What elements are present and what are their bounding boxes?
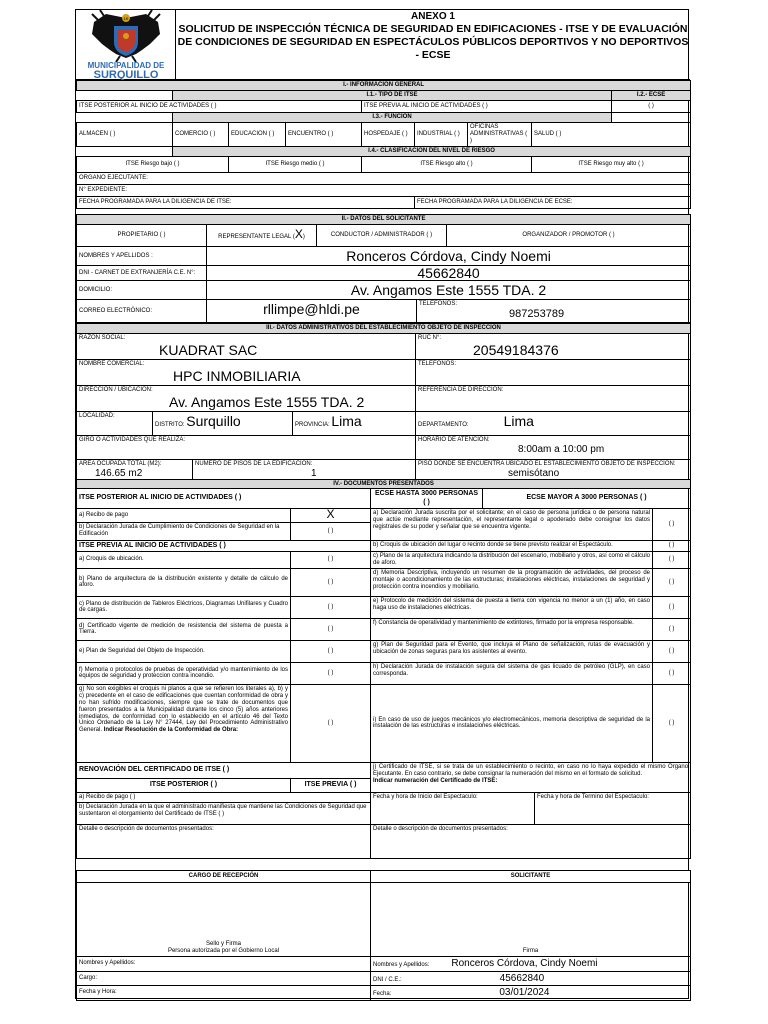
doc-prev-a: a) Croquis de ubicación. xyxy=(77,551,291,568)
razon-social-value: KUADRAT SAC xyxy=(159,341,258,358)
doc-ecse-e-check[interactable]: ( ) xyxy=(653,596,691,618)
section-3-title: III.- DATOS ADMINISTRATIVOS DEL ESTABLECIMIENTO OBJETO DE INSPECCIÓN xyxy=(77,324,691,334)
svg-text:SURQUILLO: SURQUILLO xyxy=(93,69,159,80)
nombres-label: NOMBRES Y APELLIDOS : xyxy=(77,247,207,266)
renovacion-previa-option[interactable]: ITSE PREVIA ( ) xyxy=(291,778,371,792)
doc-prev-e: e) Plan de Seguridad del Objeto de Inspección. xyxy=(77,640,291,662)
doc-ecse-h: h) Declaración Jurada de instalación segura del sistema de gas licuado de petróleo (GLP), en caso corresponda. xyxy=(371,662,653,684)
distrito-value: Surquillo xyxy=(186,412,241,429)
funcion-almacen[interactable]: ALMACEN ( ) xyxy=(77,123,173,147)
piso-ubicacion-value: semisótano xyxy=(508,467,560,479)
piso-ubicacion-label: PISO DONDE SE ENCUENTRA UBICADO EL ESTABLECIMIENTO OBJETO DE INSPECCIÓN: xyxy=(418,460,676,467)
area-value: 146.65 m2 xyxy=(95,467,143,479)
funcion-educacion[interactable]: EDUCACION ( ) xyxy=(229,123,286,147)
doc-prev-g-bold: Indicar Resolución de la Conformidad de Obra: xyxy=(103,727,239,734)
nombres-recepcion[interactable]: Nombres y Apellidos: xyxy=(77,957,371,972)
detalle-right[interactable]: Detalle o descripción de documentos presentados: xyxy=(371,824,691,858)
doc-prev-b-check[interactable]: ( ) xyxy=(291,568,371,596)
distrito-label: DISTRITO: xyxy=(155,421,185,428)
horario-cell[interactable] xyxy=(416,435,691,459)
doc-prev-b: b) Plano de arquitectura de la distribución existente y detalle de cálculo de aforo. xyxy=(77,568,291,596)
fecha-termino-espectaculo[interactable]: Fecha y hora de Termino del Espectaculo: xyxy=(535,792,691,824)
doc-ecse-e: e) Protocolo de medición del sistema de puesta a tierra con vigencia no menor a un (1) año, en caso haga uso de instalaciones eléctricas. xyxy=(371,596,653,618)
renovacion-declaracion[interactable]: b) Declaración Jurada en la que el administrado manifiesta que mantiene las Condiciones de Seguridad que sustentaron el otorgamiento del Certificado de ITSE ( ) xyxy=(77,802,371,824)
cargo-recepcion-header: CARGO DE RECEPCIÓN xyxy=(77,871,371,883)
giro-field[interactable]: GIRO O ACTIVIDADES QUE REALIZA: xyxy=(77,435,416,459)
domicilio-label: DOMICILIO: xyxy=(77,281,207,300)
direccion-cell[interactable] xyxy=(77,385,416,411)
doc-ecse-d-check[interactable]: ( ) xyxy=(653,568,691,596)
conductor-option[interactable]: CONDUCTOR / ADMINISTRADOR ( ) xyxy=(317,225,447,247)
pisos-label: NUMERO DE PISOS DE LA EDIFICACION: xyxy=(195,460,313,467)
doc-prev-c-check[interactable]: ( ) xyxy=(291,596,371,618)
doc-prev-d-check[interactable]: ( ) xyxy=(291,618,371,640)
funcion-comercio[interactable]: COMERCIO ( ) xyxy=(173,123,229,147)
nombres-solicitante-label: Nombres y Apellidos: xyxy=(373,962,430,968)
fecha-ecse-field[interactable]: FECHA PROGRAMADA PARA LA DILIGENCIA DE ECSE: xyxy=(415,196,691,208)
persona-autorizada-label: Persona autorizada por el Gobierno Local xyxy=(167,948,280,955)
doc-prev-d: d) Certificado vigente de medición de resistencia del sistema de puesta a Tierra. xyxy=(77,618,291,640)
provincia-value: Lima xyxy=(331,412,362,429)
provincia-cell[interactable] xyxy=(293,411,416,435)
doc-ecse-j-bold: Indicar numeración del Certificado de ITSE: xyxy=(373,777,498,784)
form-page xyxy=(75,9,689,999)
checked-x-mark: X xyxy=(294,227,303,242)
riesgo-muy-alto-option[interactable]: ITSE Riesgo muy alto ( ) xyxy=(532,156,691,172)
horario-label: HORARIO DE ATENCIÓN: xyxy=(418,436,490,443)
doc-ecse-g-check[interactable]: ( ) xyxy=(653,640,691,662)
itse-posterior-option[interactable]: ITSE POSTERIOR AL INICIO DE ACTIVIDADES ( ) xyxy=(77,101,362,113)
doc-post-declaracion-check[interactable]: ( ) xyxy=(291,522,371,540)
doc-ecse-d: d) Memoria Descriptiva, incluyendo un resumen de la programación de actividades, del proceso de montaje o acondicionamiento de las estructuras; instalaciones eléctricas, instalaciones de seguridad y protección contra incendios y mobiliario. xyxy=(371,568,653,596)
ruc-cell[interactable] xyxy=(416,334,691,360)
doc-ecse-h-check[interactable]: ( ) xyxy=(653,662,691,684)
departamento-label: DEPARTAMENTO: xyxy=(418,421,469,428)
funcion-hospedaje[interactable]: HOSPEDAJE ( ) xyxy=(362,123,415,147)
telefono-value: 987253789 xyxy=(509,308,565,321)
ruc-value: 20549184376 xyxy=(473,341,559,358)
localidad-field[interactable]: LOCALIDAD: xyxy=(77,411,153,435)
tipo-itse-header: I.1.- TIPO DE ITSE xyxy=(173,91,612,101)
firma-area[interactable] xyxy=(371,883,691,957)
reception-signature-section xyxy=(76,870,691,1001)
municipality-logo xyxy=(76,10,176,80)
doc-ecse-f-check[interactable]: ( ) xyxy=(653,618,691,640)
section-documents xyxy=(76,479,691,859)
telefonos-establecimiento[interactable]: TELEFONOS: xyxy=(416,359,691,385)
fecha-solicitante-value: 03/01/2024 xyxy=(499,987,550,998)
direccion-value: Av. Angamos Este 1555 TDA. 2 xyxy=(169,393,365,410)
doc-prev-c: c) Plano de distribución de Tableros Eléctricos, Diagramas Unifilares y Cuadro de cargas. xyxy=(77,596,291,618)
organizador-option[interactable]: ORGANIZADOR / PROMOTOR ( ) xyxy=(447,225,691,247)
doc-prev-f: f) Memoria o protocolos de pruebas de operatividad y/o mantenimiento de los equipos de seguridad y proteccion contra incendio. xyxy=(77,662,291,684)
renovacion-header[interactable]: RENOVACIÓN DEL CERTIFICADO DE ITSE ( ) xyxy=(77,762,371,778)
area-label: AREA OCUPADA TOTAL (M2): xyxy=(79,460,162,467)
doc-prev-f-check[interactable]: ( ) xyxy=(291,662,371,684)
ecse-mayor-3000-header[interactable]: ECSE MAYOR A 3000 PERSONAS ( ) xyxy=(483,489,691,509)
form-header xyxy=(76,10,690,80)
doc-ecse-f: f) Constancia de operatividad y mantenimiento de extintores, firmado por la empresa responsable. xyxy=(371,618,653,640)
itse-posterior-docs-header[interactable]: ITSE POSTERIOR AL INICIO DE ACTIVIDADES ( ) xyxy=(77,489,371,509)
ecse-checkbox[interactable]: ( ) xyxy=(612,101,691,113)
funcion-encuentro[interactable]: ENCUENTRO ( ) xyxy=(286,123,362,147)
dni-value[interactable]: 45662840 xyxy=(207,266,691,281)
svg-text:MUNICIPALIDAD DE: MUNICIPALIDAD DE xyxy=(87,61,165,70)
doc-ecse-a: a) Declaración Jurada suscrita por el solicitante; en el caso de persona jurídica o de persona natural que actúe mediante representación, el representante legal o apoderado debe consignar los datos registrales de su poder y señalar que se encuentra vigente. xyxy=(371,509,653,541)
dni-label: DNI - CARNET DE EXTRANJERÍA C.E. N°: xyxy=(77,266,207,281)
doc-ecse-i-check[interactable]: ( ) xyxy=(653,684,691,762)
eagle-crest-icon xyxy=(76,10,176,80)
doc-ecse-i: i) En caso de uso de juegos mecánicos y/o electromecánicos, memoria descriptiva de seguridad de la instalación de las estructuras e instalaciones eléctricas. xyxy=(371,684,653,762)
fecha-itse-field[interactable]: FECHA PROGRAMADA PARA LA DILIGENCIA DE ITSE: xyxy=(77,196,415,208)
doc-ecse-b: b) Croquis de ubicación del lugar o recinto donde se tiene previsto realizar el Espectáculo. xyxy=(371,540,653,551)
nombres-solicitante-value: Ronceros Córdova, Cindy Noemi xyxy=(451,958,598,969)
riesgo-alto-option[interactable]: ITSE Riesgo alto ( ) xyxy=(362,156,532,172)
funcion-header: I.3.- FUNCIÓN xyxy=(173,113,612,123)
expediente-field[interactable]: N° EXPEDIENTE: xyxy=(77,184,691,196)
telefono-cell[interactable] xyxy=(417,300,691,323)
nombre-comercial-label: NOMBRE COMERCIAL: xyxy=(79,360,145,367)
fecha-solicitante-label: Fecha: xyxy=(373,991,392,997)
itse-previa-option[interactable]: ITSE PREVIA AL INICIO DE ACTIVIDADES ( ) xyxy=(362,101,612,113)
organo-ejecutante-field[interactable]: ORGANO EJECUTANTE: xyxy=(77,172,691,184)
doc-ecse-j: j) Certificado de ITSE, si se trata de un establecimiento o recinto, en caso no lo haya expedido el mismo Organo Ejecutante. En caso contrario, se debe consignar la numeración del mismo en el formato de solicitud. Indicar numeración del Certificado de ITSE: xyxy=(371,762,691,792)
doc-prev-a-check[interactable]: ( ) xyxy=(291,551,371,568)
doc-prev-g-check[interactable]: ( ) xyxy=(291,684,371,762)
dni-solicitante-value: 45662840 xyxy=(499,972,545,984)
itse-previa-docs-header[interactable]: ITSE PREVIA AL INICIO DE ACTIVIDADES ( ) xyxy=(77,540,371,551)
funcion-industrial[interactable]: INDUSTRIAL ( ) xyxy=(415,123,468,147)
nombres-solicitante-cell[interactable] xyxy=(371,957,691,972)
email-label: CORREO ELECTRÓNICO: xyxy=(77,300,207,323)
doc-post-recibo-check[interactable] xyxy=(291,509,371,523)
riesgo-bajo-option[interactable]: ITSE Riesgo bajo ( ) xyxy=(77,156,229,172)
provincia-label: PROVINCIA: xyxy=(295,421,330,428)
pisos-value: 1 xyxy=(311,467,317,479)
section-4-title: IV.- DOCUMENTOS PRESENTADOS xyxy=(77,480,691,489)
doc-post-recibo: a) Recibo de pago xyxy=(77,509,291,523)
clasificacion-header: I.4.- CLASIFICACIÓN DEL NIVEL DE RIESGO xyxy=(173,146,691,156)
doc-prev-g: g) No son exigibles el croquis ni planos a que se refieren los literales a), b) y c) precedente en el caso de edificaciones que cuentan conformidad de obra y no han sufrido modificaciones, siempre que se trate de documentos que fueron presentados a la Municipalidad durante los cinco (5) años anteriores inmediatos, de conformidad con lo establecido en el artículo 46 del Texto Único Ordenado de la Ley N° 27444, Ley del Procedimiento Administrativo General. Indicar Resolución de la Conformidad de Obra: xyxy=(77,684,291,762)
departamento-value: Lima xyxy=(503,412,534,429)
firma-label: Firma xyxy=(522,948,539,955)
nombres-value[interactable]: Ronceros Córdova, Cindy Noemi xyxy=(207,247,691,266)
referencia-direccion[interactable]: REFERENCIA DE DIRECCION: xyxy=(416,385,691,411)
ecse-3000-header[interactable]: ECSE HASTA 3000 PERSONAS ( ) xyxy=(371,489,483,509)
razon-social-label: RAZON SOCIAL: xyxy=(79,335,126,341)
section-general-info xyxy=(76,80,691,209)
distrito-cell[interactable] xyxy=(153,411,293,435)
renovacion-recibo[interactable]: a) Recibo de pago ( ) xyxy=(77,792,371,802)
representante-legal-option[interactable]: REPRESENTANTE LEGAL (X) xyxy=(207,225,317,247)
propietario-option[interactable]: PROPIETARIO ( ) xyxy=(77,225,207,247)
svg-text:1K: 1K xyxy=(123,16,129,21)
doc-ecse-g: g) Plan de Seguridad para el Evento, que incluya el Plano de señalización, rutas de evacuación y ubicación de zonas seguras para los asistentes al evento. xyxy=(371,640,653,662)
doc-ecse-c-check[interactable]: ( ) xyxy=(653,551,691,568)
funcion-oficinas[interactable]: OFICINAS ADMINISTRATIVAS ( ) xyxy=(468,123,532,147)
cargo-field[interactable]: Cargo: xyxy=(77,971,371,986)
form-title-block xyxy=(176,10,690,80)
section-1-title: I.- INFORMACIÓN GENERAL xyxy=(77,81,691,91)
renovacion-posterior-option[interactable]: ITSE POSTERIOR ( ) xyxy=(77,778,291,792)
direccion-label: DIRECCIÓN / UBICACIÓN: xyxy=(79,386,153,393)
annex-label: ANEXO 1 xyxy=(411,11,455,22)
doc-post-declaracion: b) Declaración Jurada de Cumplimiento de Condiciones de Seguridad en la Edificación xyxy=(77,522,291,540)
section-applicant xyxy=(76,214,691,323)
solicitante-header: SOLICITANTE xyxy=(371,871,691,883)
fecha-hora-field[interactable]: Fecha y Hora: xyxy=(77,986,371,1001)
ruc-label: RUC N°: xyxy=(418,335,442,341)
section-establishment xyxy=(76,323,691,486)
nombre-comercial-value: HPC INMOBILIARIA xyxy=(173,367,301,384)
sello-label: Sello y Firma xyxy=(205,941,241,948)
domicilio-value[interactable]: Av. Angamos Este 1555 TDA. 2 xyxy=(207,281,691,300)
razon-social-cell[interactable] xyxy=(77,334,416,360)
detalle-left[interactable]: Detalle o descripción de documentos presentados: xyxy=(77,824,371,858)
form-title: SOLICITUD DE INSPECCIÓN TÉCNICA DE SEGURIDAD EN EDIFICACIONES - ITSE Y DE EVALUACIÓN DE CONDICIONES DE SEGURIDAD EN ESPECTÁCULOS PÚBLICOS DEPORTIVOS Y NO DEPORTIVOS - ECSE xyxy=(177,23,689,61)
section-2-title: II.- DATOS DEL SOLICITANTE xyxy=(77,215,691,225)
funcion-salud[interactable]: SALUD ( ) xyxy=(532,123,691,147)
nombre-comercial-cell[interactable] xyxy=(77,359,416,385)
dni-solicitante-label: DNI / C.E.: xyxy=(373,976,402,983)
horario-value: 8:00am a 10:00 pm xyxy=(518,443,605,455)
telefono-label: TELEFONOS: xyxy=(419,301,458,308)
fecha-solicitante-cell[interactable] xyxy=(371,986,691,1001)
sello-firma-area[interactable] xyxy=(77,883,371,957)
doc-ecse-b-check[interactable]: ( ) xyxy=(653,540,691,551)
doc-ecse-a-check[interactable]: ( ) xyxy=(653,509,691,541)
checked-x-mark: X xyxy=(326,508,335,521)
riesgo-medio-option[interactable]: ITSE Riesgo medio ( ) xyxy=(229,156,362,172)
dni-solicitante-cell[interactable] xyxy=(371,971,691,986)
fecha-inicio-espectaculo[interactable]: Fecha y hora de Inicio del Espectaculo: xyxy=(371,792,535,824)
departamento-cell[interactable] xyxy=(416,411,691,435)
doc-prev-e-check[interactable]: ( ) xyxy=(291,640,371,662)
doc-ecse-c: c) Plano de la arquitectura indicando la distribución del escenario, mobiliario y otros, así como el cálculo de aforo. xyxy=(371,551,653,568)
email-value[interactable]: rllimpe@hldi.pe xyxy=(207,300,417,323)
ecse-header: I.2.- ECSE xyxy=(612,91,691,101)
